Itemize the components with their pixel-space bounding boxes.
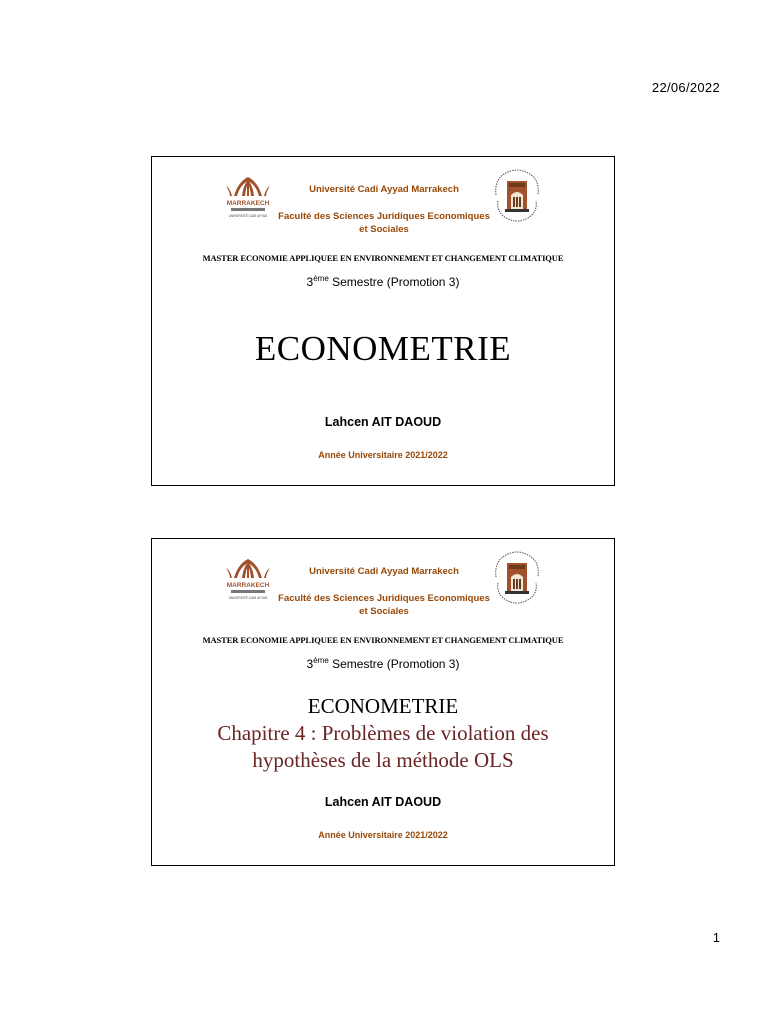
university-name: Université Cadi Ayyad Marrakech xyxy=(309,184,459,195)
faculty-line-1: Faculté des Sciences Juridiques Economiques xyxy=(278,593,490,604)
svg-text:MARRAKECH: MARRAKECH xyxy=(226,582,270,589)
university-logo xyxy=(218,172,278,222)
slide-1 xyxy=(151,156,615,486)
master-program-title: MASTER ECONOMIE APPLIQUEE EN ENVIRONNEMENT ET CHANGEMENT CLIMATIQUE xyxy=(202,253,564,263)
semester-line xyxy=(152,274,614,289)
semester-text: Semestre (Promotion 3) xyxy=(328,657,460,671)
slide-2 xyxy=(151,538,615,866)
svg-text:MARRAKECH: MARRAKECH xyxy=(226,200,270,207)
master-program-title: MASTER ECONOMIE APPLIQUEE EN ENVIRONNEMENT ET CHANGEMENT CLIMATIQUE xyxy=(202,635,564,645)
faculty-name xyxy=(272,211,496,236)
page-number: 1 xyxy=(712,930,720,945)
author-name: Lahcen AIT DAOUD xyxy=(324,795,442,809)
chapter-title-line-1: Chapitre 4 : Problèmes de violation des xyxy=(217,721,549,745)
page-date: 22/06/2022 xyxy=(651,80,720,95)
semester-number: 3 xyxy=(306,657,314,671)
author-name: Lahcen AIT DAOUD xyxy=(324,415,442,429)
chapter-title xyxy=(152,720,614,774)
chapter-title-line-2: hypothèses de la méthode OLS xyxy=(252,748,514,772)
semester-line xyxy=(152,656,614,671)
faculty-name xyxy=(272,593,496,618)
university-name: Université Cadi Ayyad Marrakech xyxy=(309,566,459,577)
semester-number: 3 xyxy=(306,275,314,289)
faculty-line-1: Faculté des Sciences Juridiques Economiques xyxy=(278,211,490,222)
semester-text: Semestre (Promotion 3) xyxy=(328,275,460,289)
faculty-line-2: et Sociales xyxy=(359,605,409,617)
svg-text:UNIVERSITÉ CADI AYYAD: UNIVERSITÉ CADI AYYAD xyxy=(228,214,268,218)
semester-ordinal: ème xyxy=(313,274,329,283)
academic-year: Année Universitaire 2021/2022 xyxy=(318,450,448,460)
faculty-emblem xyxy=(492,549,542,607)
course-title: ECONOMETRIE xyxy=(254,329,512,368)
faculty-line-2: et Sociales xyxy=(359,223,409,235)
faculty-emblem xyxy=(492,167,542,225)
semester-ordinal: ème xyxy=(313,656,329,665)
university-logo xyxy=(218,554,278,604)
course-title: ECONOMETRIE xyxy=(307,694,459,718)
svg-text:UNIVERSITÉ CADI AYYAD: UNIVERSITÉ CADI AYYAD xyxy=(228,596,268,600)
academic-year: Année Universitaire 2021/2022 xyxy=(318,830,448,840)
